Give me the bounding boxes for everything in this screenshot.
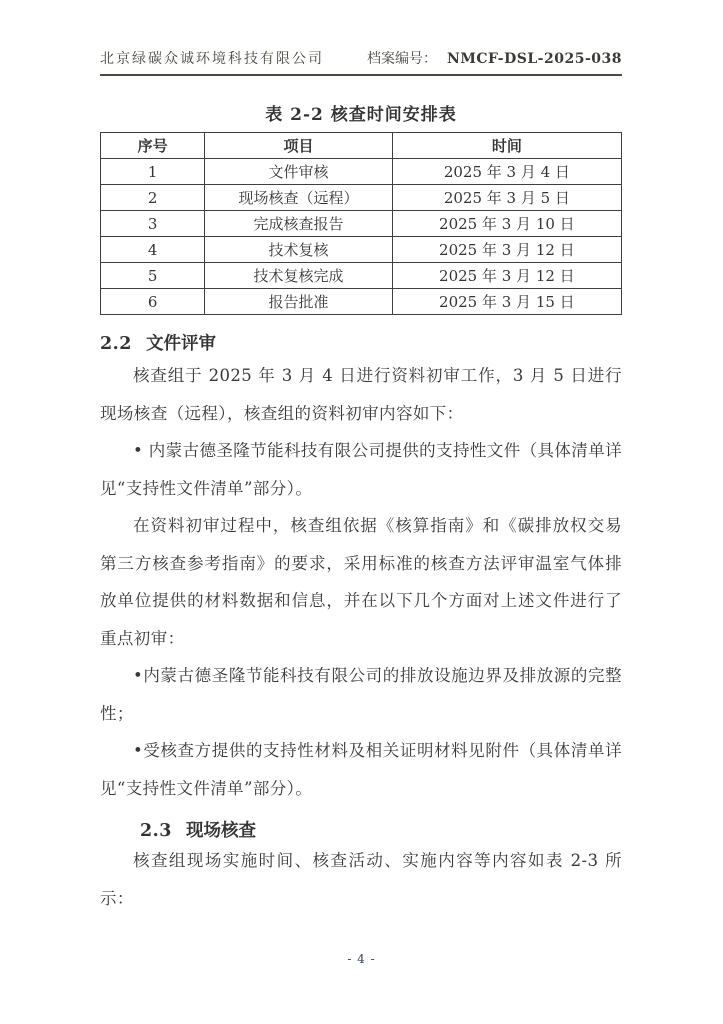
cell-no: 4 — [101, 237, 205, 263]
page-number: - 4 - — [347, 952, 376, 966]
cell-time: 2025 年 3 月 10 日 — [392, 211, 621, 237]
cell-no: 6 — [101, 289, 205, 315]
section-number: 2.2 — [100, 334, 132, 354]
col-header-time: 时间 — [392, 133, 621, 159]
archive-label: 档案编号： — [367, 51, 438, 67]
cell-item: 报告批准 — [205, 289, 393, 315]
table-header-row — [101, 133, 622, 159]
cell-time: 2025 年 3 月 12 日 — [392, 263, 621, 289]
section-heading-2-3 — [100, 817, 622, 842]
table-caption: 表 2-2 核查时间安排表 — [265, 105, 457, 125]
cell-time: 2025 年 3 月 4 日 — [392, 159, 621, 185]
cell-no: 5 — [101, 263, 205, 289]
paragraph: 核查组于 2025 年 3 月 4 日进行资料初审工作，3 月 5 日进行现场核查（远程），核查组的资料初审内容如下： — [100, 366, 622, 423]
cell-item: 技术复核完成 — [205, 263, 393, 289]
col-header-no: 序号 — [101, 133, 205, 159]
table-row — [101, 159, 622, 185]
section-title: 现场核查 — [185, 821, 256, 841]
table-row — [101, 237, 622, 263]
company-name: 北京绿碳众诚环境科技有限公司 — [100, 51, 324, 67]
table-row — [101, 211, 622, 237]
bullet-paragraph: •内蒙古德圣隆节能科技有限公司的排放设施边界及排放源的完整性； — [100, 666, 622, 723]
table-row — [101, 289, 622, 315]
cell-time: 2025 年 3 月 5 日 — [392, 185, 621, 211]
bullet-paragraph: •受核查方提供的支持性材料及相关证明材料见附件（具体清单详见“支持性文件清单”部分）。 — [100, 741, 622, 798]
cell-no: 1 — [101, 159, 205, 185]
table-row — [101, 263, 622, 289]
cell-no: 2 — [101, 185, 205, 211]
verification-schedule-table — [100, 132, 622, 315]
cell-no: 3 — [101, 211, 205, 237]
cell-time: 2025 年 3 月 12 日 — [392, 237, 621, 263]
archive-number: NMCF-DSL-2025-038 — [447, 51, 622, 67]
section-number: 2.3 — [140, 821, 172, 841]
section-heading-2-2 — [100, 330, 622, 355]
cell-item: 现场核查（远程） — [205, 185, 393, 211]
cell-item: 完成核查报告 — [205, 211, 393, 237]
cell-time: 2025 年 3 月 15 日 — [392, 289, 621, 315]
col-header-item: 项目 — [205, 133, 393, 159]
section-title: 文件评审 — [145, 334, 216, 354]
archive-number-block — [367, 48, 622, 68]
table-row — [101, 185, 622, 211]
paragraph: 核查组现场实施时间、核查活动、实施内容等内容如表 2-3 所示： — [100, 851, 622, 908]
cell-item: 技术复核 — [205, 237, 393, 263]
cell-item: 文件审核 — [205, 159, 393, 185]
page-header — [100, 48, 622, 76]
bullet-paragraph: • 内蒙古德圣隆节能科技有限公司提供的支持性文件（具体清单详见“支持性文件清单”部分）。 — [100, 441, 622, 498]
paragraph: 在资料初审过程中，核查组依据《核算指南》和《碳排放权交易第三方核查参考指南》的要求，采用标准的核查方法评审温室气体排放单位提供的材料数据和信息，并在以下几个方面对上述文件进行了重点初审： — [100, 516, 622, 648]
